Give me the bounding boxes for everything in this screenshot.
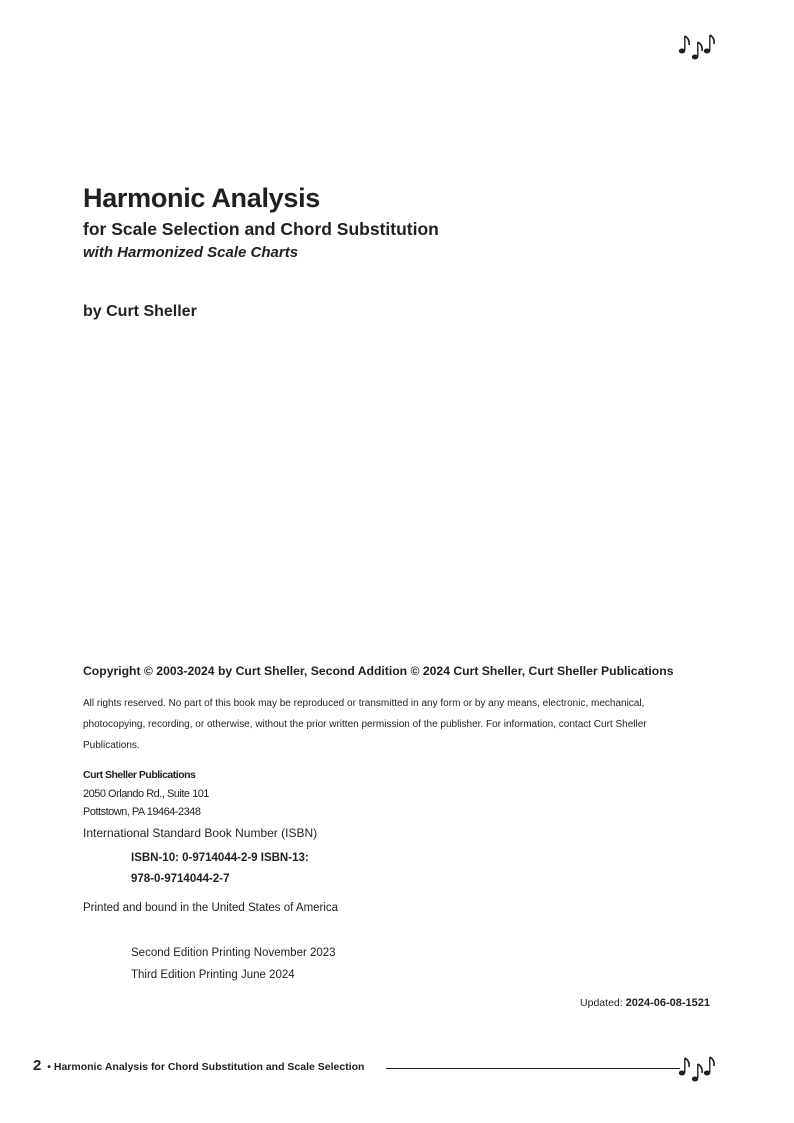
edition-list bbox=[131, 942, 336, 986]
publisher-address-line1: 2050 Orlando Rd., Suite 101 bbox=[83, 787, 209, 800]
book-subtitle: for Scale Selection and Chord Substitution bbox=[83, 219, 439, 239]
author-byline: by Curt Sheller bbox=[83, 303, 197, 320]
isbn-line-1: ISBN-10: 0-9714044-2-9 ISBN-13: bbox=[131, 852, 309, 864]
music-notes-icon bbox=[677, 1054, 717, 1084]
isbn-line-2: 978-0-9714044-2-7 bbox=[131, 873, 230, 885]
page-footer bbox=[33, 1057, 364, 1074]
edition-item: Third Edition Printing June 2024 bbox=[131, 969, 295, 981]
book-subtitle-secondary: with Harmonized Scale Charts bbox=[83, 244, 299, 261]
footer-separator: • bbox=[47, 1061, 51, 1073]
page-number: 2 bbox=[33, 1057, 42, 1074]
footer-rule bbox=[386, 1068, 680, 1069]
book-title: Harmonic Analysis bbox=[83, 183, 320, 213]
edition-item: Second Edition Printing November 2023 bbox=[131, 947, 336, 959]
music-notes-icon bbox=[677, 32, 717, 62]
copyright-line: Copyright © 2003-2024 by Curt Sheller, Second Addition © 2024 Curt Sheller, Curt Sheller Publications bbox=[83, 664, 674, 678]
updated-label: Updated: bbox=[580, 997, 623, 1009]
printed-statement: Printed and bound in the United States of America bbox=[83, 902, 339, 914]
running-title: Harmonic Analysis for Chord Substitution and Scale Selection bbox=[53, 1061, 365, 1073]
rights-statement: All rights reserved. No part of this book may be reproduced or transmitted in any form or by any means, electronic, mechanical, photocopying, recording, or otherwise, without the prior written permission of the publisher. For information, contact Curt Sheller Publications. bbox=[83, 698, 647, 751]
publisher-block bbox=[83, 766, 209, 822]
publisher-address-line2: Pottstown, PA 19464-2348 bbox=[83, 806, 201, 818]
isbn-block bbox=[131, 848, 309, 890]
isbn-label: International Standard Book Number (ISBN) bbox=[83, 826, 318, 840]
updated-stamp bbox=[580, 997, 710, 1009]
publisher-name: Curt Sheller Publications bbox=[83, 769, 196, 781]
updated-value: 2024-06-08-1521 bbox=[625, 997, 710, 1009]
